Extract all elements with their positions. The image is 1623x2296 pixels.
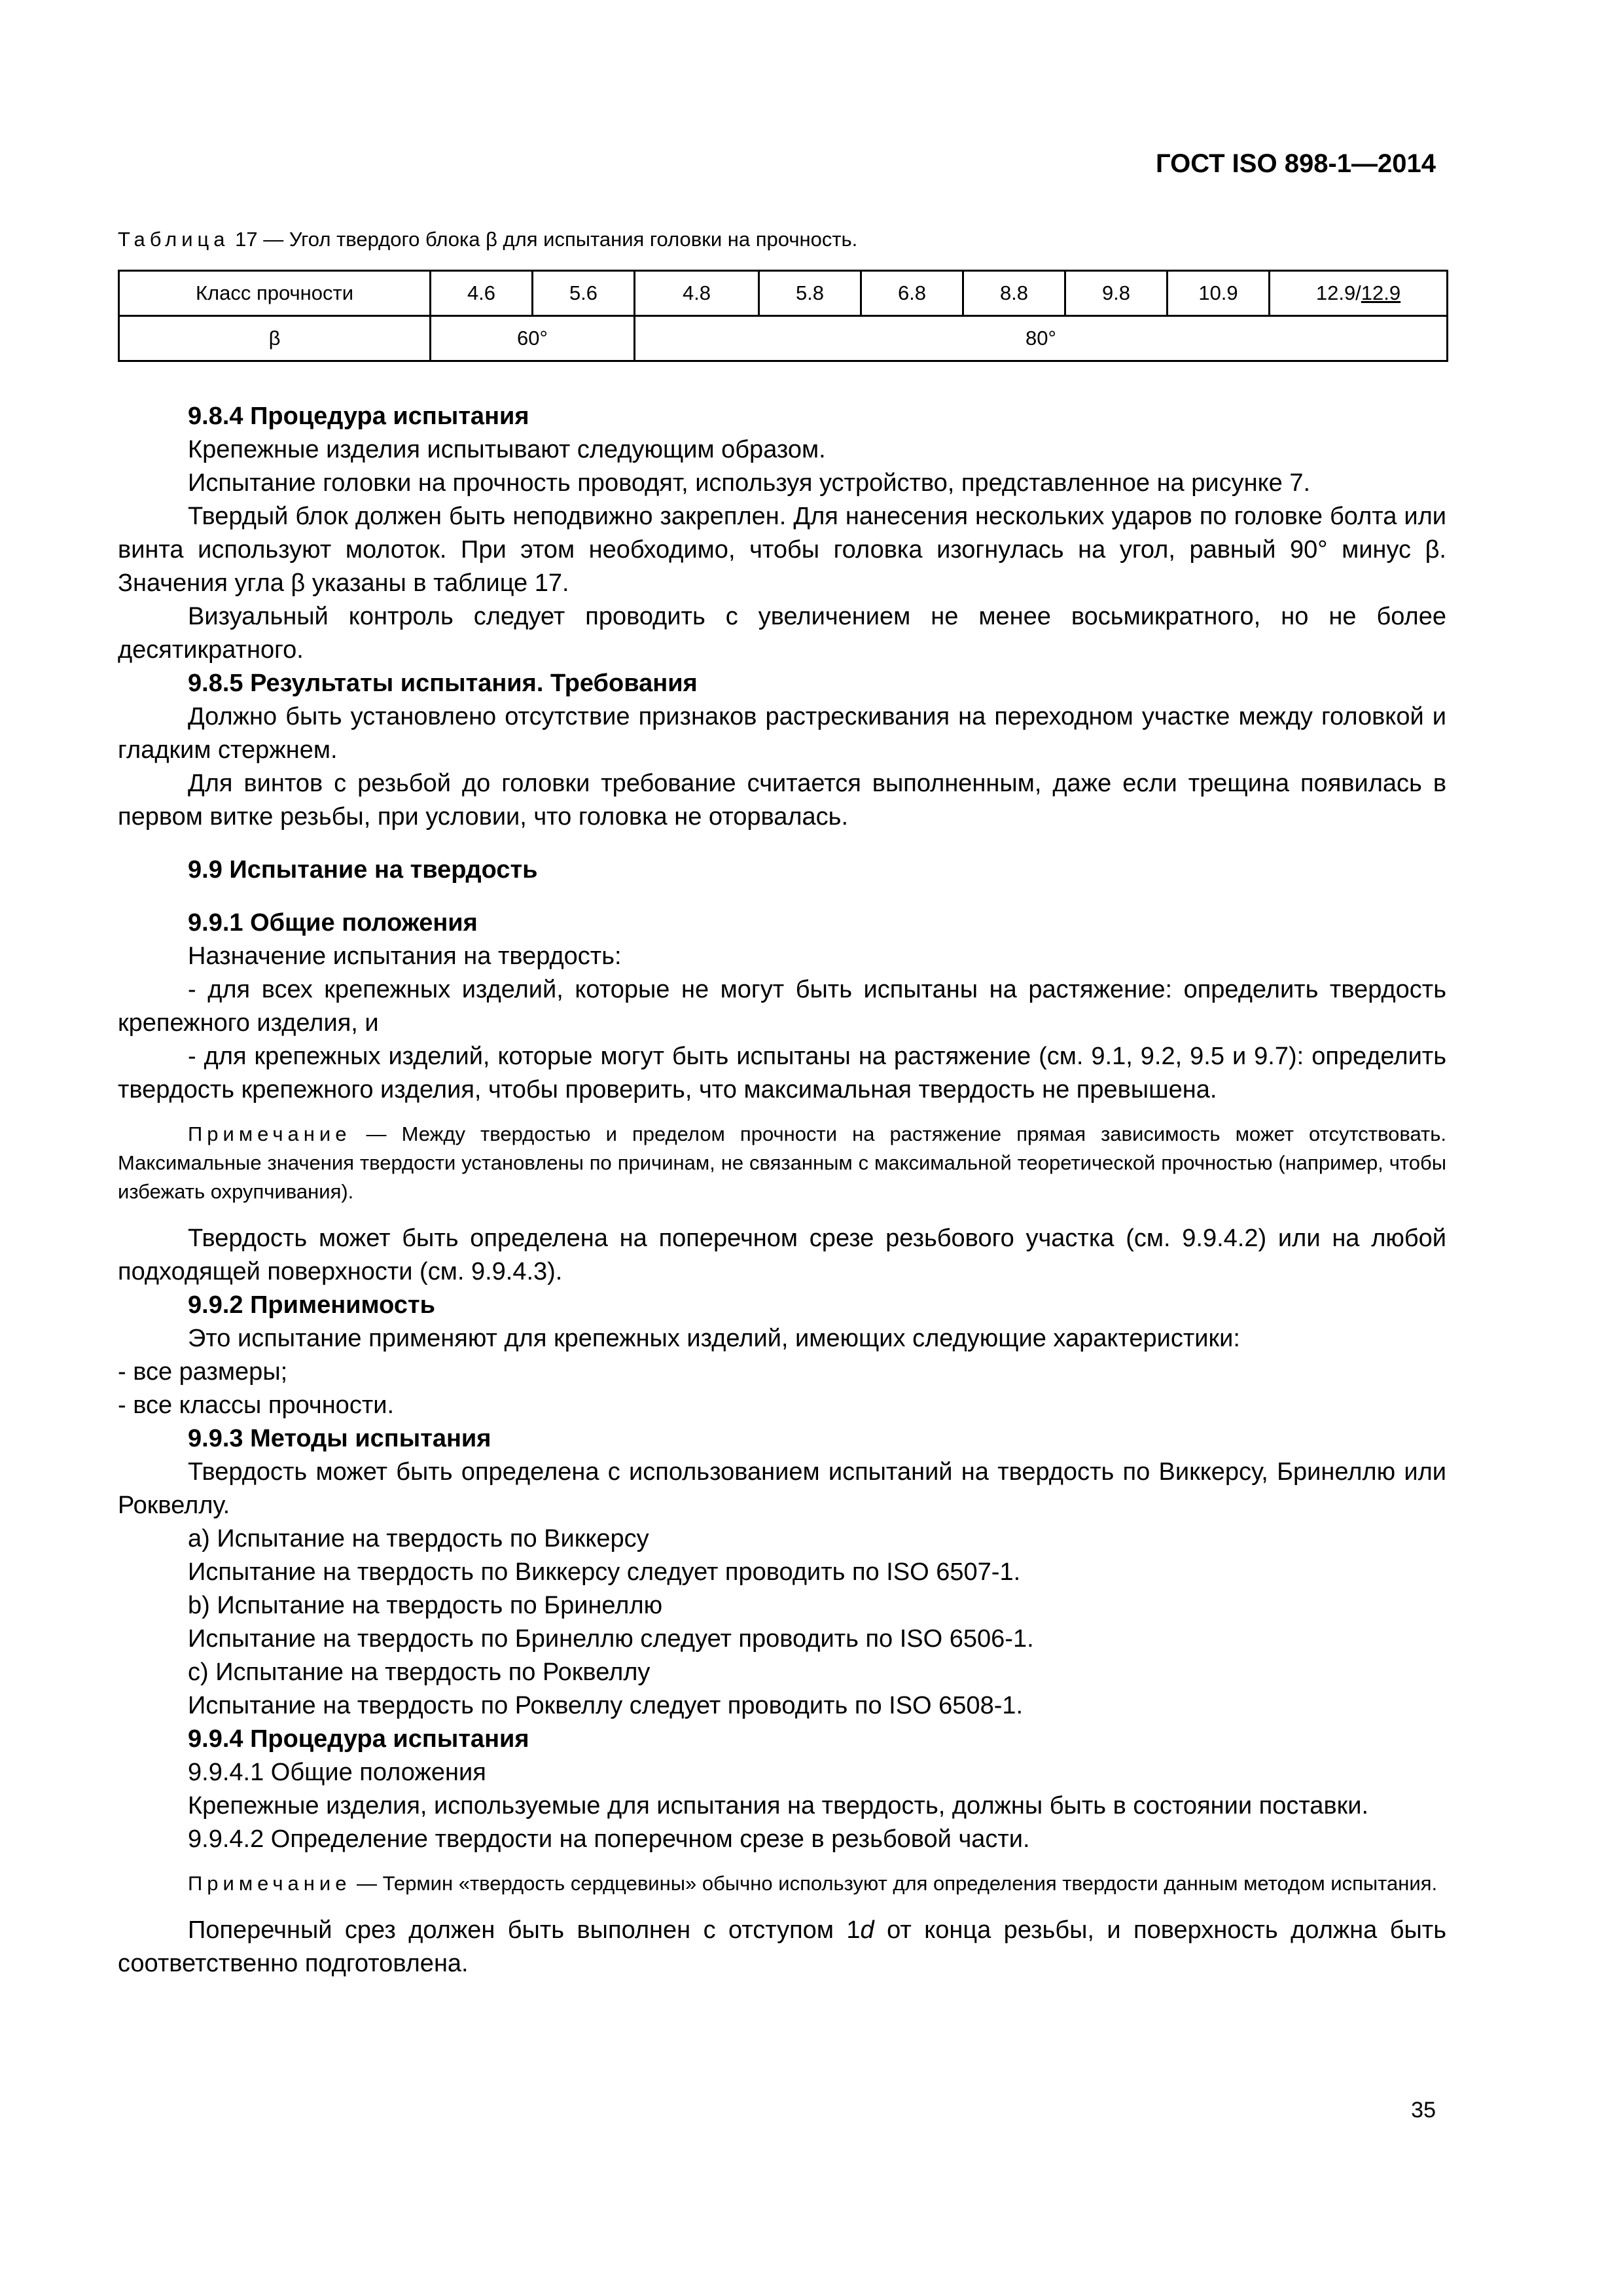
section-9-8-5-title: 9.8.5 Результаты испытания. Требования <box>188 670 698 697</box>
table-caption <box>118 228 857 251</box>
note-text: — Термин «твердость сердцевины» обычно используют для определения твердости данным методом испытания. <box>351 1872 1438 1895</box>
table-row-angles <box>119 316 1448 361</box>
table-cell-class-last <box>1270 271 1448 316</box>
note <box>118 1120 1446 1206</box>
paragraph: Испытание головки на прочность проводят, используя устройство, представленное на рисунке 7. <box>188 469 1311 497</box>
table-row-classes <box>119 271 1448 316</box>
table-cell-class: 4.8 <box>635 271 759 316</box>
list-item: - для всех крепежных изделий, которые не могут быть испытаны на растяжение: определить твердость крепежного изделия, и <box>118 976 1446 1037</box>
paragraph: Это испытание применяют для крепежных изделий, имеющих следующие характеристики: <box>188 1325 1240 1352</box>
table-cell-class: 9.8 <box>1065 271 1168 316</box>
paragraph: Для винтов с резьбой до головки требование считается выполненным, даже если трещина появилась в первом витке резьбы, при условии, что головка не оторвалась. <box>118 770 1446 831</box>
list-item: a) Испытание на твердость по Виккерсу <box>188 1525 649 1552</box>
class-last-plain: 12.9/ <box>1315 281 1361 304</box>
table-cell-class: 4.6 <box>431 271 533 316</box>
paragraph: Крепежные изделия, используемые для испытания на твердость, должны быть в состоянии поставки. <box>188 1792 1369 1820</box>
paragraph: Испытание на твердость по Роквеллу следует проводить по ISO 6508-1. <box>188 1692 1024 1719</box>
document-body <box>118 400 1446 1981</box>
list-item: c) Испытание на твердость по Роквеллу <box>188 1659 651 1686</box>
strength-angle-table <box>118 270 1448 362</box>
note-text: — Между твердостью и пределом прочности на растяжение прямая зависимость может отсутствовать. Максимальные значения твердости установлены по причинам, не связанным с максимальной теоретической прочностью (например, чтобы избежать охрупчивания). <box>118 1122 1446 1203</box>
class-last-underlined: 12.9 <box>1361 281 1401 304</box>
paragraph: Назначение испытания на твердость: <box>188 942 622 970</box>
table-cell-class: 6.8 <box>861 271 963 316</box>
paragraph <box>118 1914 1446 1981</box>
list-item: b) Испытание на твердость по Бринеллю <box>188 1592 663 1619</box>
paragraph: Крепежные изделия испытывают следующим образом. <box>188 436 826 463</box>
table-header-class: Класс прочности <box>119 271 431 316</box>
table-caption-text: 17 — Угол твердого блока β для испытания головки на прочность. <box>229 228 858 251</box>
document-code: ГОСТ ISO 898-1—2014 <box>1155 149 1436 178</box>
list-item: - для крепежных изделий, которые могут быть испытаны на растяжение (см. 9.1, 9.2, 9.5 и 9.7): определить твердость крепежного изделия, чтобы проверить, что максимальная твердость не превышена. <box>118 1043 1446 1103</box>
paragraph: Испытание на твердость по Бринеллю следует проводить по ISO 6506-1. <box>188 1625 1034 1653</box>
note-label: Примечание <box>188 1122 351 1145</box>
note-label: Примечание <box>188 1872 351 1895</box>
paragraph: Визуальный контроль следует проводить с увеличением не менее восьмикратного, но не более десятикратного. <box>118 603 1446 664</box>
table-cell-class: 10.9 <box>1168 271 1270 316</box>
subsection-title: 9.9.4.1 Общие положения <box>188 1759 486 1786</box>
section-9-9-title: 9.9 Испытание на твердость <box>188 856 538 884</box>
table-header-beta: β <box>119 316 431 361</box>
page-number: 35 <box>1411 2098 1436 2123</box>
section-9-8-4-title: 9.8.4 Процедура испытания <box>188 403 529 430</box>
table-cell-angle-80: 80° <box>635 316 1448 361</box>
table-cell-class: 8.8 <box>963 271 1065 316</box>
section-9-9-1-title: 9.9.1 Общие положения <box>188 909 478 937</box>
table-cell-angle-60: 60° <box>431 316 635 361</box>
section-9-9-4-title: 9.9.4 Процедура испытания <box>188 1725 529 1753</box>
note <box>118 1869 1446 1898</box>
italic-symbol-d: d <box>860 1916 874 1944</box>
table-caption-label: Таблица <box>118 228 230 251</box>
paragraph: Испытание на твердость по Виккерсу следует проводить по ISO 6507-1. <box>188 1558 1021 1586</box>
list-item: - все размеры; <box>118 1358 288 1386</box>
paragraph: Твердость может быть определена на поперечном срезе резьбового участка (см. 9.9.4.2) или на любой подходящей поверхности (см. 9.9.4.3). <box>118 1225 1446 1285</box>
paragraph: Должно быть установлено отсутствие признаков растрескивания на переходном участке между головкой и гладким стержнем. <box>118 703 1446 764</box>
subsection-title: 9.9.4.2 Определение твердости на поперечном срезе в резьбовой части. <box>188 1825 1030 1853</box>
table-cell-class: 5.6 <box>533 271 635 316</box>
list-item: - все классы прочности. <box>118 1391 395 1419</box>
paragraph: Твердый блок должен быть неподвижно закреплен. Для нанесения нескольких ударов по головке болта или винта используют молоток. При этом необходимо, чтобы головка изогнулась на угол, равный 90° минус β. Значения угла β указаны в таблице 17. <box>118 503 1446 597</box>
section-9-9-2-title: 9.9.2 Применимость <box>188 1291 435 1319</box>
paragraph: Твердость может быть определена с использованием испытаний на твердость по Виккерсу, Бринеллю или Роквеллу. <box>118 1458 1446 1519</box>
section-9-9-3-title: 9.9.3 Методы испытания <box>188 1425 491 1452</box>
table-cell-class: 5.8 <box>759 271 861 316</box>
paragraph-part: от конца резьбы, и поверхность должна быть соответственно подготовлена. <box>118 1916 1446 1977</box>
paragraph-part: Поперечный срез должен быть выполнен с отступом 1 <box>188 1916 861 1944</box>
